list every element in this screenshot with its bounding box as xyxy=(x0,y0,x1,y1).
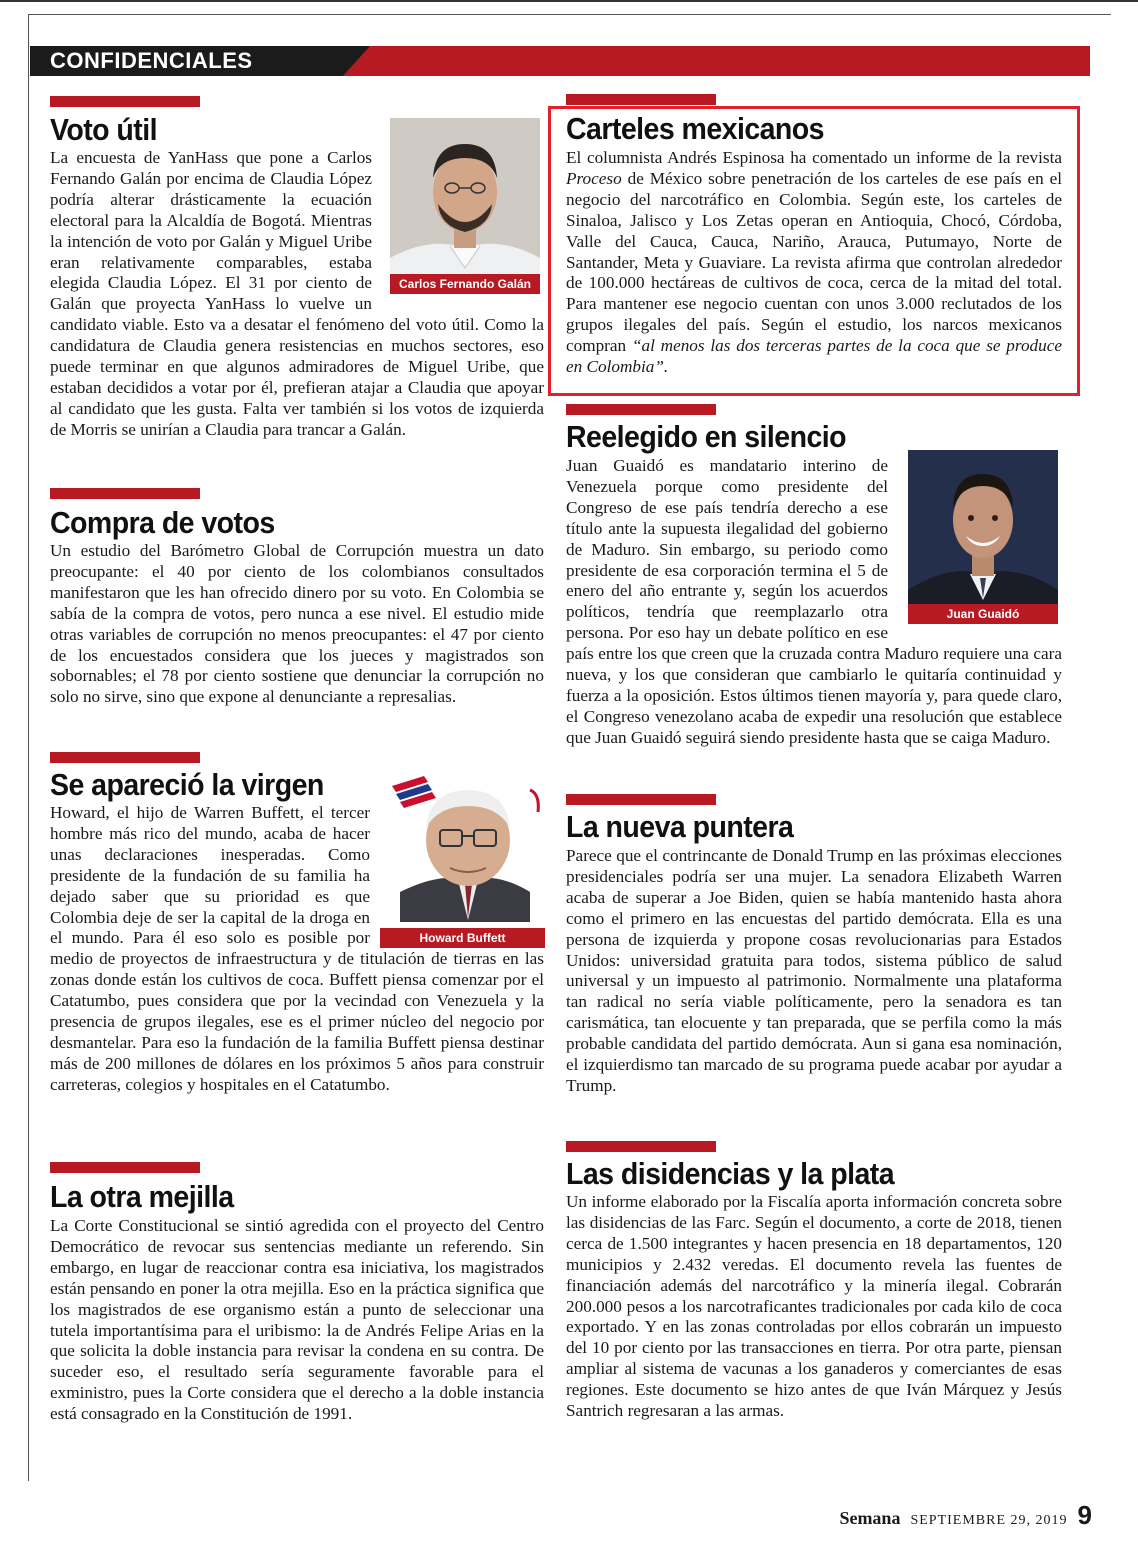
article-marker xyxy=(50,96,200,107)
article-title-compra-de-votos: Compra de votos xyxy=(50,505,275,540)
article-body-carteles-mexicanos xyxy=(566,148,1062,378)
article-marker xyxy=(566,1141,716,1152)
article-marker xyxy=(50,488,200,499)
section-title: CONFIDENCIALES xyxy=(50,48,253,73)
article-title-carteles-mexicanos: Carteles mexicanos xyxy=(566,111,824,146)
article-title-se-aparecio-la-virgen: Se apareció la virgen xyxy=(50,767,324,802)
article-body-la-nueva-puntera: Parece que el contrincante de Donald Trump en las próximas elecciones presidenciales podría ser una mujer. La senadora Elizabeth Warren acaba de superar a Joe Biden, quien se había mantenido hasta ahora como el primero en las encuestas del partido demócrata. Ella es una persona de izquierda y propone cosas revolucionarias para Estados Unidos: universidad gratuita para todos, sistema público de salud universal y un impuesto al patrimonio. Normalmente una plataforma tan radical no sería viable políticamente, pero la senadora es tan carismática, tan elocuente y tan preparada, que se perfila como la más probable candidata del partido demócrata. Aun si gana esa nominación, el izquierdismo tan marcado de su programa puede acabar por ayudar a Trump. xyxy=(566,846,1062,1095)
wrapped-lines-wide: medio de proyectos de infraestructura y de titulación de tierras en las zonas donde están los cultivos de coca. Buffett piensa comenzar por el Catatumbo, pues considera que por la vecindad con Venezuela y la presencia de grupos ilegales, ese es el primer núcleo del negocio por desmantelar. Para eso la fundación de la familia Buffett piensa destinar más de 200 millones de dólares en los próximos 5 años para construir carreteras, colegios y hospitales en el Catatumbo. xyxy=(50,949,544,1094)
article-marker xyxy=(566,94,716,105)
carteles-text-a: El columnista Andrés Espinosa ha comentado un informe de la revista xyxy=(566,148,1062,167)
issue-date: SEPTIEMBRE 29, 2019 xyxy=(910,1513,1068,1528)
article-body-compra-de-votos: Un estudio del Barómetro Global de Corrupción muestra un dato preocupante: el 40 por ciento de los colombianos consultados manifestaron que les han ofrecido dinero por su voto. En Colombia se sabía de la compra de votos, pero nunca a ese nivel. El estudio mide otras variables de corrupción no menos preocupantes: el 47 por ciento de los encuestados considera que los jueces y magistrados son sobornables; el 78 por ciento sostiene que denunciar la corrupción no solo no sirve, sino que expone al denunciante a represalias. xyxy=(50,541,544,707)
carteles-text-b: de México sobre penetración de los carteles de ese país en el negocio del narcotráfico en Colombia. Según este, los carteles de Sinaloa, Jalisco y Los Zetas operan en Antioquia, Chocó, Córdoba, Valle del Cauca, Cauca, Nariño, Arauca, Putumayo, Norte de Santander, Meta y Guaviare. La revista afirma que controlan alrededor de 100.000 hectáreas de cultivos de coca, cerca de la mitad del total. Para mantener ese negocio cuentan con unos 3.000 reclutados de los grupos ilegales del país. Según el estudio, los narcos mexicanos compran xyxy=(566,168,1062,356)
wrapped-lines-wide: país entre los que creen que la cruzada contra Maduro requiere una cara nueva, y los que consideran que cambiarlo le quitaría continuidad y fuerza a la oposición. Estos últimos tienen mayoría y, para quede claro, el Congreso venezolano acaba de expedir una resolución que establece que Juan Guaidó seguirá siendo presidente hasta que se caiga Maduro. xyxy=(566,644,1062,747)
magazine-name: Semana xyxy=(839,1508,901,1528)
article-body-la-otra-mejilla: La Corte Constitucional se sintió agredida con el proyecto del Centro Democrático de revocar sus sentencias mediante un referendo. Sin embargo, en lugar de reaccionar contra esa iniciativa, los magistrados están pensando en poner la otra mejilla. Eso en la práctica significa que los magistrados de ese organismo están a punto de seleccionar una tutela importantísima para el uribismo: la de Andrés Felipe Arias en la que solicita la doble instancia para revisar la condena en su contra. De suceder eso, el resultado sería seguramente favorable para el exministro, pues la Corte considera que el derecho a la doble instancia está consagrado en la Constitución de 1991. xyxy=(50,1216,544,1424)
wrapped-lines-narrow: La encuesta de YanHass que pone a Carlos Fernando Galán por encima de Claudia López podría alterar drásticamente la ecuación electoral para la Alcaldía de Bogotá. Mientras la intención de voto por Galán y Miguel Uribe eran relativamente comparables, estaba elegida Claudia López. El 31 por ciento de Galán que proyecta YanHass lo vuelve un xyxy=(50,148,372,314)
article-marker xyxy=(50,752,200,763)
page-footer xyxy=(839,1500,1092,1530)
wrapped-lines-wide: candidato viable. Esto va a desatar el fenómeno del voto útil. Como la candidatura de Claudia genera resistencias en muchos sectores, eso puede terminar en que algunos admiradores de Miguel Uribe, que estaban decididos a votar por él, prefieran atajar a Claudia que apoyar al candidato que les gusta. Falta ver también si los votos de izquierda de Morris se unirían a Claudia para trancar a Galán. xyxy=(50,315,544,439)
article-title-voto-util: Voto útil xyxy=(50,112,157,147)
article-marker xyxy=(50,1162,200,1173)
carteles-quote: “al menos las dos terceras partes de la coca que se produce en Colombia”. xyxy=(566,336,1062,377)
article-body-las-disidencias-y-la-plata: Un informe elaborado por la Fiscalía aporta información concreta sobre las disidencias de las Farc. Según el documento, a corte de 2018, tienen cerca de 1.500 integrantes y hacen presencia en 18 departamentos, 120 municipios y 2.432 veredas. El documento revela las fuentes de financiación además del narcotráfico y la minería ilegal. Cobrarán 200.000 pesos a los narcotraficantes tradicionales por cada kilo de coca exportado. Y en las zonas controladas por ellos cobrarán un impuesto del 10 por ciento por las transacciones en tierra. Por otra parte, piensan ampliar al sistema de vacunas a los ganaderos y comerciantes de esas regiones. Este documento se hizo antes de que Iván Márquez y Jesús Santrich regresaran a las armas. xyxy=(566,1192,1062,1421)
page-number: 9 xyxy=(1077,1500,1092,1530)
photo-caption: Carlos Fernando Galán xyxy=(390,274,540,294)
carteles-magazine-name: Proceso xyxy=(566,168,622,188)
article-body-reelegido-en-silencio xyxy=(566,456,1062,749)
photo-caption: Juan Guaidó xyxy=(908,604,1058,624)
article-title-la-nueva-puntera: La nueva puntera xyxy=(566,809,794,844)
wrapped-lines-narrow: Howard, el hijo de Warren Buffett, el tercer hombre más rico del mundo, acaba de hacer unas declaraciones inesperadas. Como presidente de la fundación de su familia ha dejado saber que su prioridad es que Colombia deje de ser la capital de la droga en el mundo. Para él eso solo es posible por xyxy=(50,803,370,948)
article-marker xyxy=(566,794,716,805)
top-rule xyxy=(0,0,1138,2)
article-title-la-otra-mejilla: La otra mejilla xyxy=(50,1179,234,1214)
article-marker xyxy=(566,404,716,415)
photo-caption: Howard Buffett xyxy=(380,928,545,948)
article-body-voto-util xyxy=(50,148,544,441)
article-title-las-disidencias-y-la-plata: Las disidencias y la plata xyxy=(566,1156,895,1191)
article-body-se-aparecio-la-virgen xyxy=(50,803,544,1096)
wrapped-lines-narrow: Juan Guaidó es mandatario interino de Venezuela porque como presidente del Congreso de ese país tendría derecho a ese título ante la supuesta ilegalidad del gobierno de Maduro. Sin embargo, su periodo como presidente de esa corporación termina el 5 de enero del año entrante y, según los acuerdos políticos, tendría que reemplazarlo otra persona. Por eso hay un debate político en ese xyxy=(566,456,888,643)
article-title-reelegido-en-silencio: Reelegido en silencio xyxy=(566,419,847,454)
